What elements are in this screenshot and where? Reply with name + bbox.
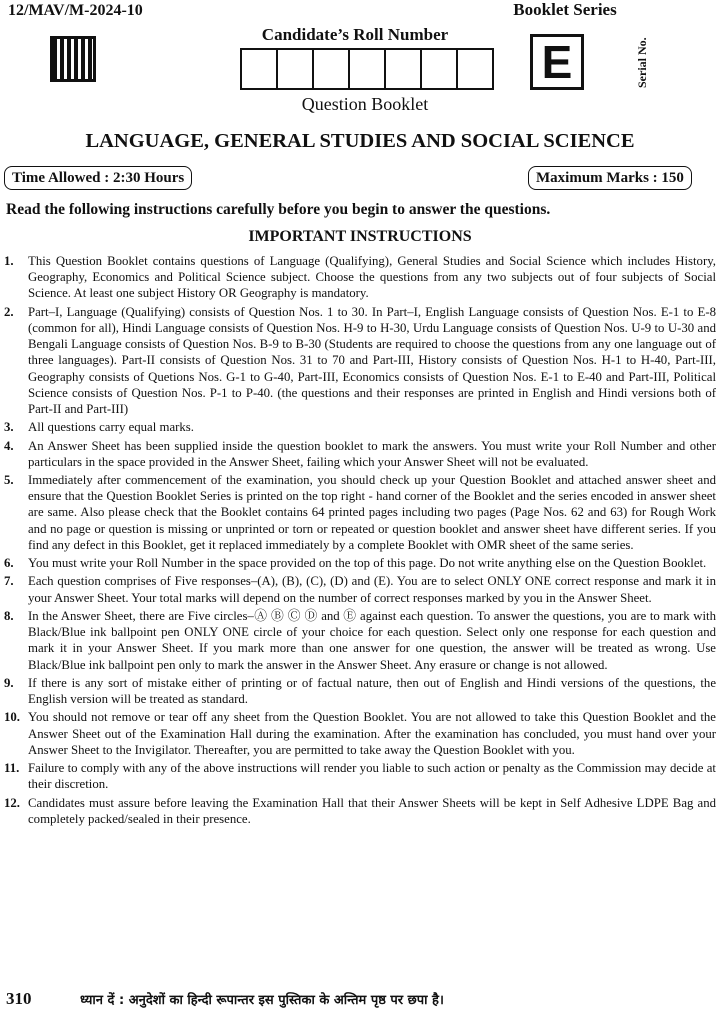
roll-box	[276, 48, 314, 90]
instruction-item	[4, 675, 716, 707]
instruction-number: 4.	[4, 438, 14, 453]
instruction-number: 9.	[4, 675, 14, 690]
roll-box	[240, 48, 278, 90]
read-notice: Read the following instructions carefully before you begin to answer the questions.	[6, 201, 551, 218]
maximum-marks-badge: Maximum Marks : 150	[528, 166, 692, 190]
instruction-number: 12.	[4, 795, 20, 810]
roll-box	[348, 48, 386, 90]
instruction-item	[4, 304, 716, 417]
instruction-item	[4, 709, 716, 758]
instruction-number: 6.	[4, 556, 14, 571]
instruction-item	[4, 472, 716, 553]
instruction-number: 11.	[4, 761, 20, 776]
instruction-text: Failure to comply with any of the above instructions will render you liable to such action or penalty as the Commission may decide at their discretion.	[28, 761, 716, 792]
instruction-text: You should not remove or tear off any sheet from the Question Booklet. You are not allowed to take this Question Booklet and the Answer Sheet out of the Examination Hall during the examination. After the examination has concluded, you must hand over your Answer Sheet to the Invigilator. Thereafter, you are permitted to take away the Question Booklet with you.	[28, 710, 716, 757]
instruction-text: In the Answer Sheet, there are Five circles–Ⓐ Ⓑ Ⓒ Ⓓ and Ⓔ against each question. To answer the questions, you are to mark with Black/Blue ink ballpoint pen ONLY ONE circle of your choice for each question. Select only one response for each question and mark it in your Answer Sheet. If you mark more than one answer for one question, the answer will be treated as wrong. Use Black/Blue ink ballpoint pen only to mark the answer in the Answer Sheet. Any erasure or change is not allowed.	[28, 608, 716, 672]
series-label: Booklet Series	[513, 0, 617, 19]
instruction-number: 2.	[4, 304, 14, 319]
instruction-item	[4, 555, 716, 571]
instruction-number: 3.	[4, 420, 14, 435]
instruction-text: Candidates must assure before leaving the Examination Hall that their Answer Sheets will be kept in Self Adhesive LDPE Bag and completely packed/sealed in their presence.	[28, 795, 716, 826]
roll-number-boxes	[242, 48, 494, 90]
serial-label: Serial No.	[635, 37, 649, 88]
roll-box	[456, 48, 494, 90]
instruction-number: 5.	[4, 473, 14, 488]
roll-box	[312, 48, 350, 90]
instruction-number: 7.	[4, 574, 14, 589]
instruction-number: 8.	[4, 608, 14, 623]
serial-number-area	[615, 28, 675, 102]
instruction-item	[4, 438, 716, 470]
roll-box	[420, 48, 458, 90]
instruction-text: This Question Booklet contains questions of Language (Qualifying), General Studies and Social Science which includes History, Geography, Economics and Political Science subject. Choose the questions from any two subjects out of four subjects of Social Science. At least one subject History OR Geography is mandatory.	[28, 254, 716, 301]
instruction-number: 1.	[4, 254, 14, 268]
instruction-text: Part–I, Language (Qualifying) consists of Question Nos. 1 to 30. In Part–I, English Language consists of Question Nos. E-1 to E-8 (common for all), Hindi Language consists of Question Nos. H-9 to H-30, Urdu Language consists of Question Nos. U-9 to U-30 and Bengali Language consists of Question Nos. B-9 to B-30 (Students are required to choose the questions from any one language out of three languages). Part-II consists of Question Nos. 31 to 70 and Part-III, History consists of Question Nos. H-1 to H-40, Part-III, Geography consists of Quetions Nos. G-1 to G-40, Part-III, Economics consists of Question Nos. E-1 to E-40 and Part-III, Political Science consists of Question Nos. P-1 to P-40. (the questions and their responses are printed in English and Hindi versions both of Part-II and Part-III)	[28, 304, 716, 416]
instruction-text: Each question comprises of Five responses–(A), (B), (C), (D) and (E). You are to select ONLY ONE correct response and mark it in your Answer Sheet. Your total marks will depend on the number of correct responses marked by you in the Answer Sheet.	[28, 574, 716, 605]
page-title: LANGUAGE, GENERAL STUDIES AND SOCIAL SCIENCE	[85, 130, 635, 152]
instructions-heading: IMPORTANT INSTRUCTIONS	[248, 228, 472, 245]
roll-box	[384, 48, 422, 90]
booklet-code: 12/MAV/M-2024-10	[8, 2, 143, 19]
instruction-item	[4, 760, 716, 792]
roll-number-title: Candidate’s Roll Number	[261, 25, 449, 44]
instruction-number: 10.	[4, 710, 20, 725]
series-letter-box: E	[530, 34, 584, 90]
instruction-item	[4, 253, 716, 302]
instruction-item	[4, 419, 716, 435]
instruction-item	[4, 795, 716, 827]
qr-code-icon	[50, 36, 96, 82]
time-allowed-badge: Time Allowed : 2:30 Hours	[4, 166, 192, 190]
instruction-text: All questions carry equal marks.	[28, 420, 194, 435]
page-number: 310	[6, 989, 32, 1008]
instruction-item	[4, 573, 716, 605]
instruction-text: If there is any sort of mistake either of printing or of factual nature, then out of English and Hindi versions of the questions, the English version will be treated as standard.	[28, 675, 716, 707]
instruction-text: You must write your Roll Number in the space provided on the top of this page. Do not write anything else on the Question Booklet.	[28, 556, 707, 571]
instruction-item	[4, 608, 716, 673]
booklet-label: Question Booklet	[301, 94, 429, 114]
instructions-list	[4, 253, 716, 829]
instruction-text: Immediately after commencement of the examination, you should check up your Question Booklet and attached answer sheet and ensure that the Question Booklet Series is printed on the top right - hand corner of the Booklet and the series encoded in answer sheet are same. Also please check that the Booklet contains 64 printed pages including two pages (Page Nos. 62 and 63) for Rough Work and no page or question is missing or unprinted or torn or repeated or question booklet and answer sheet have different series. If you find any defect in this Booklet, get it replaced immediately by a complete Booklet with OMR sheet of the same series.	[28, 473, 716, 552]
hindi-note: ध्यान दें : अनुदेशों का हिन्दी रूपान्तर इस पुस्तिका के अन्तिम पृष्ठ पर छपा है।	[80, 993, 444, 1008]
instruction-text: An Answer Sheet has been supplied inside the question booklet to mark the answers. You must write your Roll Number and other particulars in the space provided in the Answer Sheet, failing which your Answer Sheet will not be evaluated.	[28, 438, 716, 469]
